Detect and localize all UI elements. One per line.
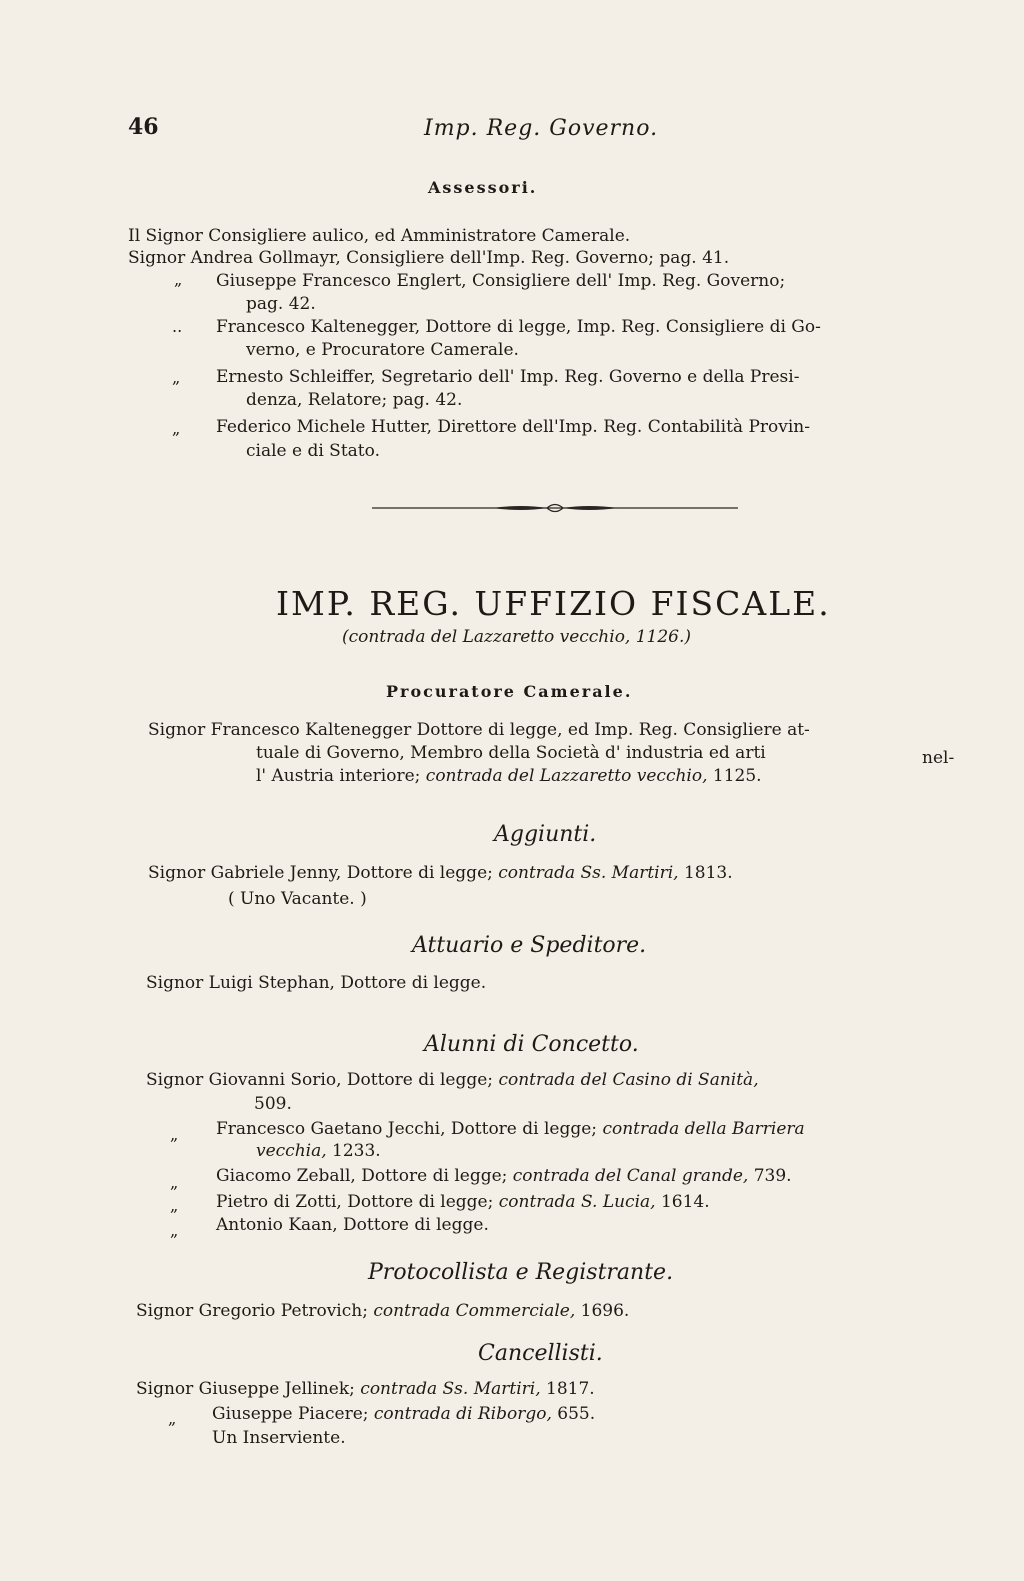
main-title-address: (contrada del Lazzaretto vecchio, 1126.) xyxy=(342,627,692,647)
alunni-line-3: Giacomo Zeball, Dottore di legge; contrada del Canal grande, 739. xyxy=(216,1166,792,1186)
cancellisti-line-3: Un Inserviente. xyxy=(212,1428,346,1448)
assessori-line-9: Federico Michele Hutter, Direttore dell'Imp. Reg. Contabilità Provin- xyxy=(216,417,810,437)
assessori-line-1: Il Signor Consigliere aulico, ed Amministratore Camerale. xyxy=(128,226,631,246)
protocollista-line-1: Signor Gregorio Petrovich; contrada Commerciale, 1696. xyxy=(136,1301,630,1321)
section-heading-procuratore: Procuratore Camerale. xyxy=(386,682,633,701)
procuratore-line-1: Signor Francesco Kaltenegger Dottore di legge, ed Imp. Reg. Consigliere at- xyxy=(148,720,810,740)
procuratore-line-3: l' Austria interiore; contrada del Lazzaretto vecchio, 1125. xyxy=(256,766,762,786)
attuario-line-1: Signor Luigi Stephan, Dottore di legge. xyxy=(146,973,487,993)
ditto-mark: „ xyxy=(170,1125,179,1144)
ditto-mark: „ xyxy=(170,1196,179,1215)
assessori-line-8: denza, Relatore; pag. 42. xyxy=(246,390,463,410)
section-heading-protocollista: Protocollista e Registrante. xyxy=(368,1260,674,1285)
alunni-line-2: Francesco Gaetano Jecchi, Dottore di legge; contrada della Barriera xyxy=(216,1119,805,1139)
alunni-line-5: Antonio Kaan, Dottore di legge. xyxy=(216,1215,489,1235)
ornamental-divider xyxy=(372,503,738,513)
assessori-line-6: verno, e Procuratore Camerale. xyxy=(246,340,519,360)
section-heading-assessori: Assessori. xyxy=(428,178,538,197)
assessori-line-2: Signor Andrea Gollmayr, Consigliere dell'Imp. Reg. Governo; pag. 41. xyxy=(128,248,730,268)
assessori-line-10: ciale e di Stato. xyxy=(246,441,380,461)
ditto-mark: „ xyxy=(170,1173,179,1192)
section-heading-alunni: Alunni di Concetto. xyxy=(424,1032,639,1057)
cancellisti-line-2: Giuseppe Piacere; contrada di Riborgo, 655. xyxy=(212,1404,596,1424)
alunni-line-2b: vecchia, 1233. xyxy=(256,1141,381,1161)
ditto-mark: „ xyxy=(170,1221,179,1240)
assessori-line-5: Francesco Kaltenegger, Dottore di legge, Imp. Reg. Consigliere di Go- xyxy=(216,317,821,337)
page-number: 46 xyxy=(128,114,159,140)
ditto-mark: „ xyxy=(168,1409,177,1428)
aggiunti-line-2: ( Uno Vacante. ) xyxy=(228,889,367,909)
ditto-mark: .. xyxy=(172,317,183,336)
alunni-line-1: Signor Giovanni Sorio, Dottore di legge; contrada del Casino di Sanità, xyxy=(146,1070,759,1090)
assessori-line-4: pag. 42. xyxy=(246,294,316,314)
section-heading-attuario: Attuario e Speditore. xyxy=(412,933,647,958)
main-title: IMP. REG. UFFIZIO FISCALE. xyxy=(276,584,831,623)
section-heading-aggiunti: Aggiunti. xyxy=(494,822,597,847)
alunni-line-4: Pietro di Zotti, Dottore di legge; contrada S. Lucia, 1614. xyxy=(216,1192,710,1212)
alunni-line-1b: 509. xyxy=(254,1094,292,1114)
procuratore-line-2: tuale di Governo, Membro della Società d' industria ed arti xyxy=(256,743,766,763)
assessori-line-7: Ernesto Schleiffer, Segretario dell' Imp. Reg. Governo e della Presi- xyxy=(216,367,800,387)
ditto-mark: „ xyxy=(172,419,181,438)
running-title: Imp. Reg. Governo. xyxy=(424,116,659,141)
section-heading-cancellisti: Cancellisti. xyxy=(478,1341,603,1366)
ditto-mark: „ xyxy=(174,270,183,289)
procuratore-line-2-hyphen: nel- xyxy=(922,748,955,768)
ditto-mark: „ xyxy=(172,368,181,387)
assessori-line-3: Giuseppe Francesco Englert, Consigliere dell' Imp. Reg. Governo; xyxy=(216,271,786,291)
cancellisti-line-1: Signor Giuseppe Jellinek; contrada Ss. Martiri, 1817. xyxy=(136,1379,595,1399)
aggiunti-line-1: Signor Gabriele Jenny, Dottore di legge; contrada Ss. Martiri, 1813. xyxy=(148,863,733,883)
